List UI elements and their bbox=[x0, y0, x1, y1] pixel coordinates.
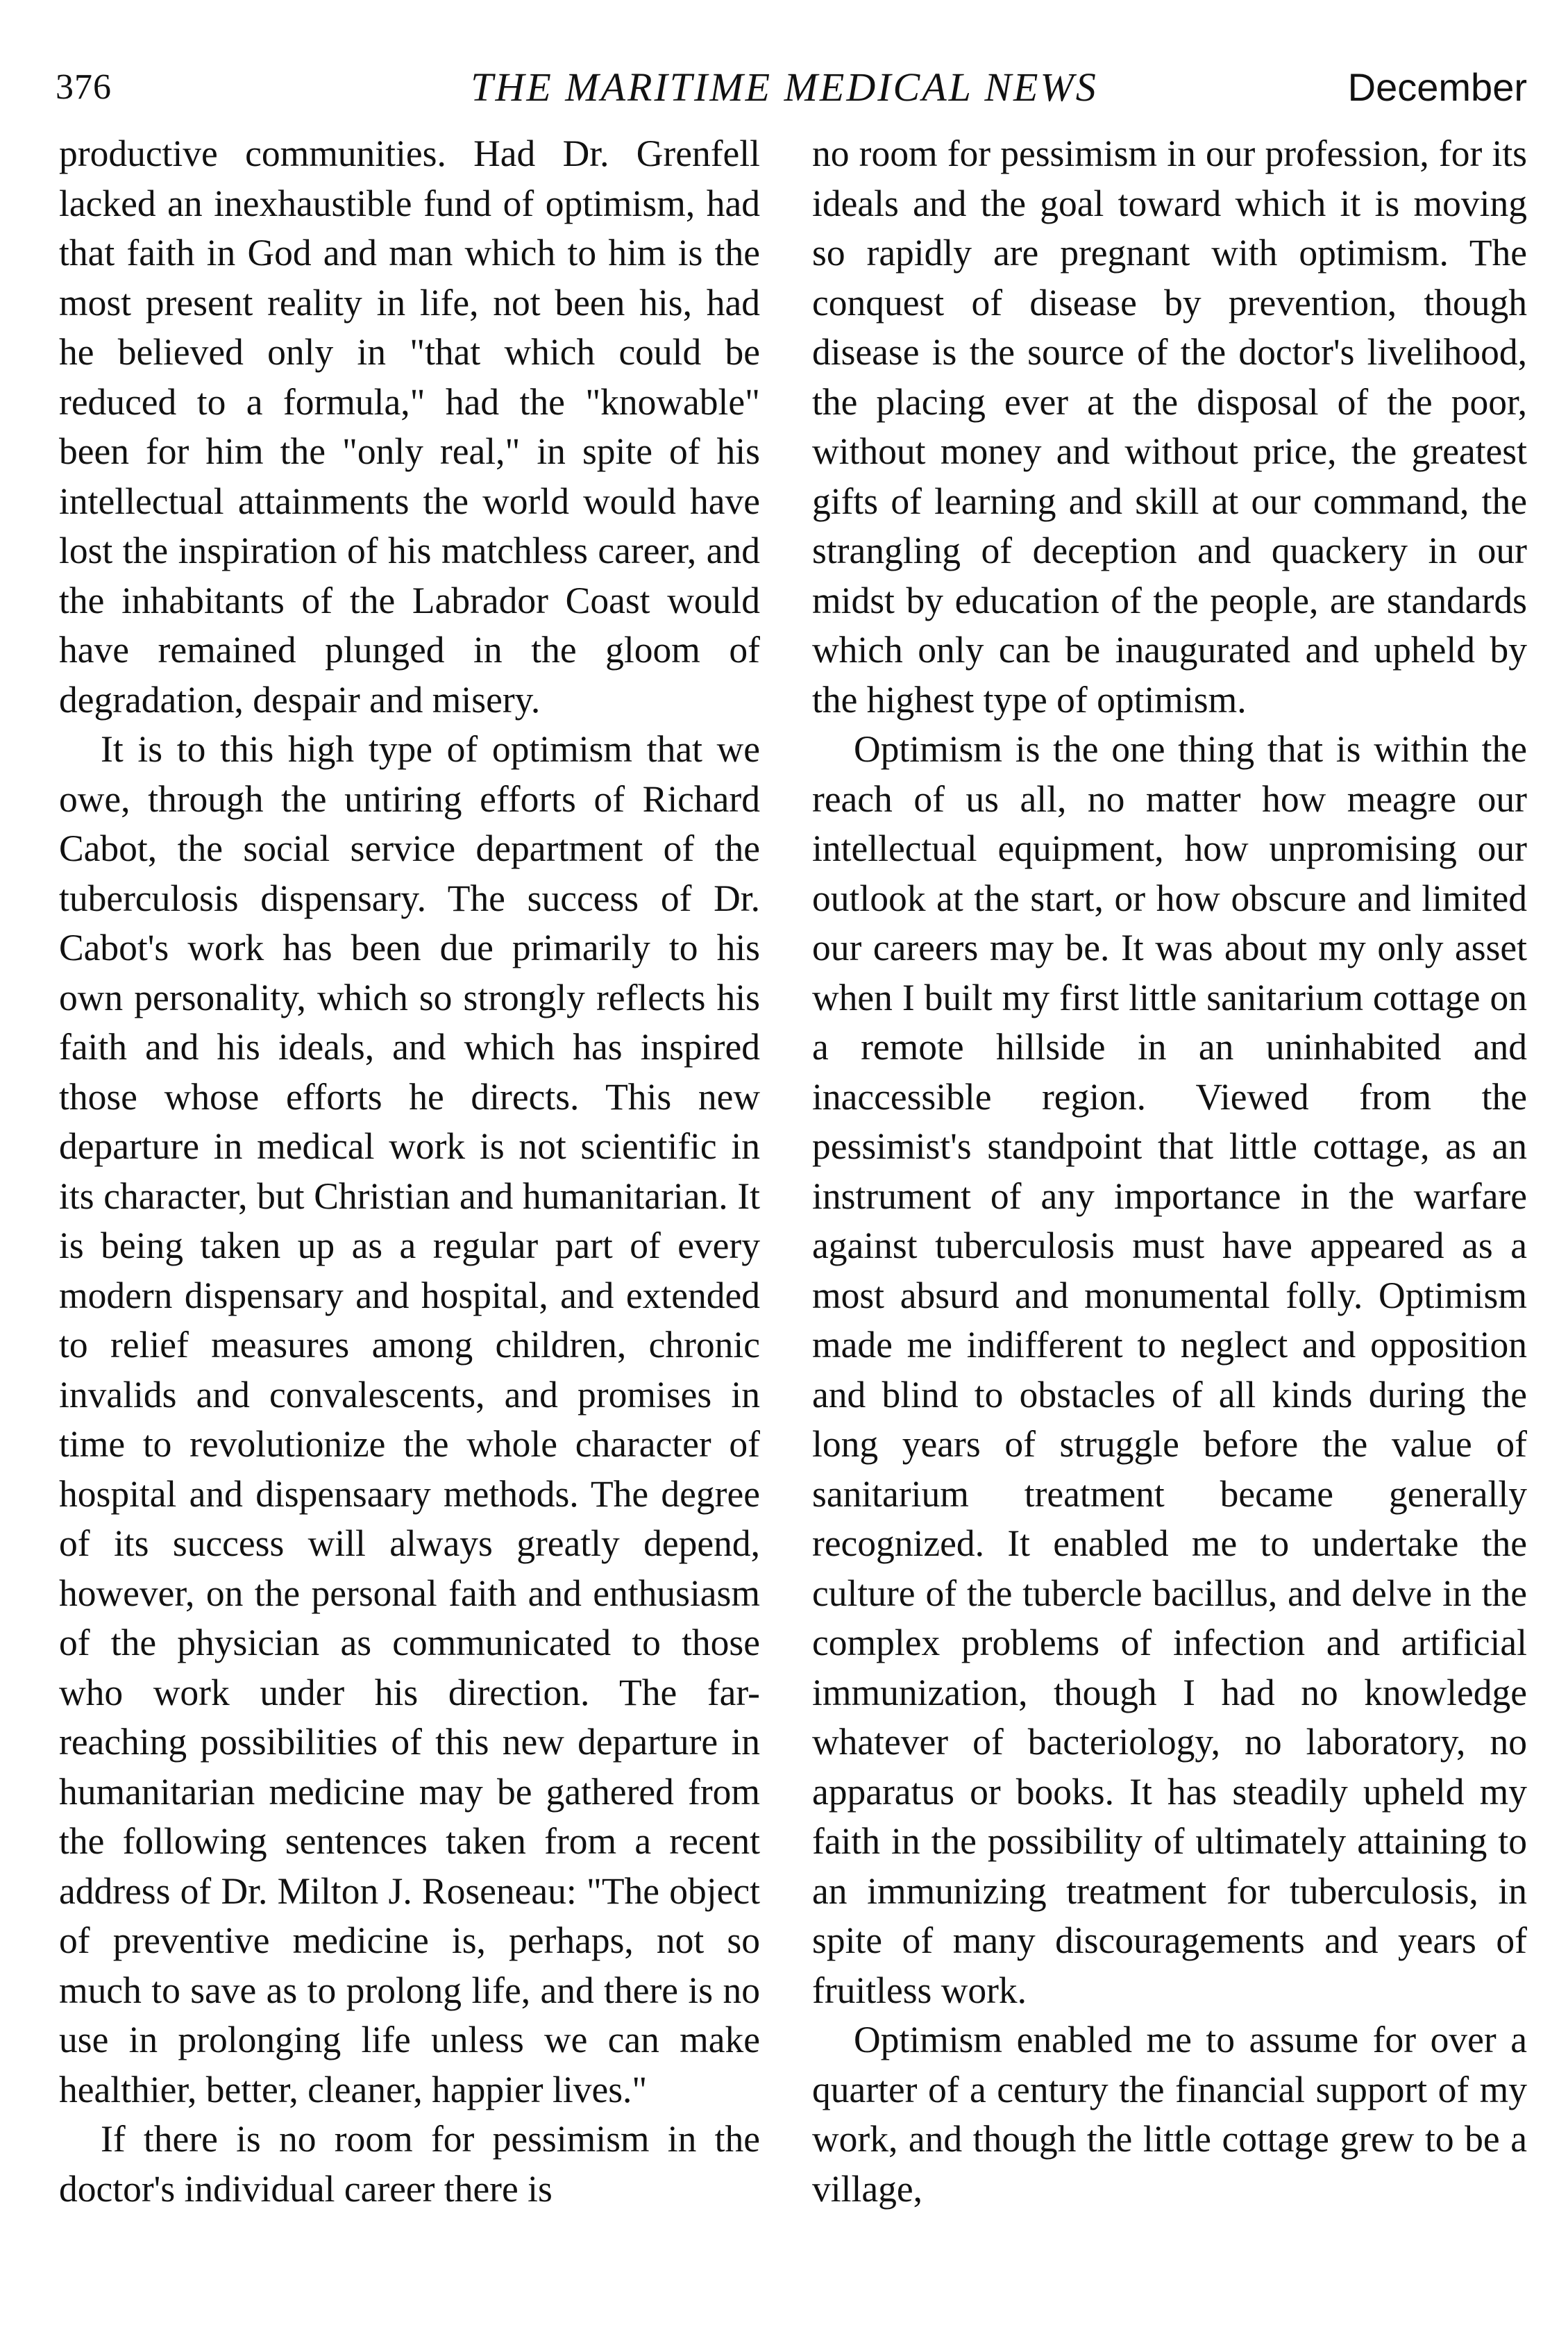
right-column bbox=[812, 129, 1527, 2316]
right-paragraph-1: no room for pessimism in our profession, for its ideals and the goal toward which it is moving so rapidly are pregnant with optimism. The conquest of disease by prevention, though disease is the source of the doctor's livelihood, the placing ever at the disposal of the poor, without money and without price, the greatest gifts of learning and skill at our command, the strangling of deception and quackery in our midst by education of the people, are standards which only can be inaugurated and upheld by the highest type of optimism. bbox=[812, 133, 1527, 721]
left-paragraph-1: productive communities. Had Dr. Grenfell lacked an inexhaustible fund of optimism, had that faith in God and man which to him is the most present reality in life, not been his, had he believed only in "that which could be reduced to a formula," had the "knowable" been for him the "only real," in spite of his intellectual attainments the world would have lost the inspiration of his matchless career, and the inhabitants of the Labrador Coast would have remained plunged in the gloom of degradation, despair and misery. bbox=[59, 133, 760, 721]
right-paragraph-2: Optimism is the one thing that is within the reach of us all, no matter how meagre our intellectual equipment, how unpromising our outlook at the start, or how obscure and limited our careers may be. It was about my only asset when I built my first little sanitarium cottage on a remote hillside in an uninhabited and inaccessible region. Viewed from the pessimist's standpoint that little cottage, as an instrument of any importance in the warfare against tuberculosis must have appeared as a most absurd and monumental folly. Optimism made me indifferent to neglect and opposition and blind to obstacles of all kinds during the long years of struggle before the value of sanitarium treatment became generally recognized. It enabled me to undertake the culture of the tubercle bacillus, and delve in the complex problems of infection and artificial immunization, though I had no knowledge whatever of bacteriology, no laboratory, no apparatus or books. It has steadily upheld my faith in the possibility of ultimately attaining to an immunizing treatment for tuberculosis, in spite of many discouragements and years of fruitless work. bbox=[812, 728, 1527, 2011]
running-head bbox=[42, 60, 1527, 115]
issue-month: December bbox=[1347, 65, 1527, 109]
left-paragraph-3: If there is no room for pessimism in the doctor's individual career there is bbox=[59, 2118, 760, 2210]
right-paragraph-3: Optimism enabled me to assume for over a quarter of a century the financial support of my work, and though the little cottage grew to be a village, bbox=[812, 2019, 1527, 2210]
page-number: 376 bbox=[56, 67, 112, 107]
journal-title: THE MARITIME MEDICAL NEWS bbox=[471, 65, 1098, 110]
left-paragraph-2: It is to this high type of optimism that we owe, through the untiring efforts of Richard Cabot, the social service department of the tuberculosis dispensary. The success of Dr. Cabot's work has been due primarily to his own personality, which so strongly reflects his faith and his ideals, and which has inspired those whose efforts he directs. This new departure in medical work is not scientific in its character, but Christian and humanitarian. It is being taken up as a regular part of every modern dispensary and hospital, and extended to relief measures among children, chronic invalids and convalescents, and promises in time to revolutionize the whole character of hospital and dispensaary methods. The degree of its success will always greatly depend, however, on the personal faith and enthusiasm of the physician as communicated to those who work under his direction. The far-reaching possibilities of this new departure in humanitarian medicine may be gathered from the following sentences taken from a recent address of Dr. Milton J. Roseneau: "The object of preventive medicine is, perhaps, not so much to save as to prolong life, and there is no use in prolonging life unless we can make healthier, better, cleaner, happier lives." bbox=[59, 728, 760, 2110]
left-column bbox=[59, 129, 760, 2316]
